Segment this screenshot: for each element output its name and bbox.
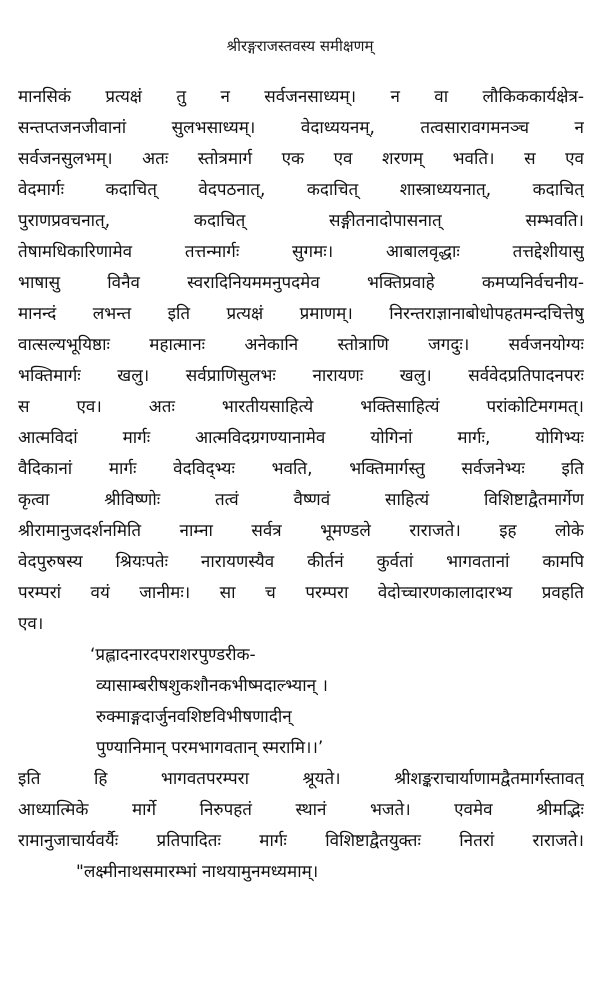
text-line: वेदपुरुषस्य श्रियःपतेः नारायणस्यैव कीर्तनं कुर्वतां भागवतानां कामपि [18,552,584,572]
text-line: श्रीरामानुजदर्शनमिति नाम्ना सर्वत्र भूमण्डले राराजते। इह लोके [18,521,584,541]
verse-line: व्यासाम्बरीषशुकशौनकभीष्मदाल्भ्यान् । [96,676,328,696]
text-line: एव। [18,614,44,634]
text-line: वैदिकानां मार्गः वेदविद्भ्यः भवति, भक्तिमार्गस्तु सर्वजनेभ्यः इति [18,459,584,479]
text-line: पुराणप्रवचनात्, कदाचित् सङ्गीतनादोपासनात् सम्भवति। [18,211,584,231]
verse-block [18,640,584,764]
text-line: सर्वजनसुलभम्। अतः स्तोत्रमार्ग एक एव शरणम् भवति। स एव [18,149,584,169]
body-text [18,82,584,888]
text-line: मानसिकं प्रत्यक्षं तु न सर्वजनसाध्यम्। न वा लौकिककार्यक्षेत्र- [18,87,584,107]
verse-line: पुण्यानिमान् परमभागवतान् स्मरामि।।’ [96,738,324,758]
text-line: वेदमार्गः कदाचित् वेदपठनात्, कदाचित् शास्त्राध्ययनात्, कदाचित् [18,180,584,200]
page-header: श्रीरङ्गराजस्तवस्य समीक्षणम् [226,37,374,55]
verse-line: रुक्माङ्गदार्जुनवशिष्टविभीषणादीन् [96,707,292,727]
text-line: आध्यात्मिके मार्गे निरुपहतं स्थानं भजते। एवमेव श्रीमद्भिः [18,800,584,820]
text-line: मानन्दं लभन्त इति प्रत्यक्षं प्रमाणम्। निरन्तराज्ञानाबोधोपहतमन्दचित्तेषु [18,304,584,324]
text-line: भक्तिमार्गः खलु। सर्वप्राणिसुलभः नारायणः खलु। सर्ववेदप्रतिपादनपरः [18,366,584,386]
text-line: आत्मविदां मार्गः आत्मविदग्रगण्यानामेव योगिनां मार्गः, योगिभ्यः [18,428,584,448]
text-line: रामानुजाचार्यवर्यैः प्रतिपादितः मार्गः विशिष्टाद्वैतयुक्तः नितरां राराजते। [18,831,584,851]
text-line: तेषामधिकारिणामेव तत्तन्मार्गः सुगमः। आबालवृद्धाः तत्तद्देशीयासु [18,242,584,262]
text-line: "लक्ष्मीनाथसमारम्भां नाथयामुनमध्यमाम्। [76,862,319,882]
text-line: सन्तप्तजनजीवानां सुलभसाध्यम्। वेदाध्ययनम्, तत्वसारावगमनञ्च न [18,118,584,138]
text-line: इति हि भागवतपरम्परा श्रूयते। श्रीशङ्कराचार्याणामद्वैतमार्गस्तावत् [18,769,584,789]
text-line: कृत्वा श्रीविष्णोः तत्वं वैष्णवं साहित्यं विशिष्टाद्वैतमार्गेण [18,490,584,510]
text-line: भाषासु विनैव स्वरादिनियममनुपदमेव भक्तिप्रवाहे कमप्यनिर्वचनीय- [18,273,584,293]
text-line: स एव। अतः भारतीयसाहित्ये भक्तिसाहित्यं परांकोटिमगमत्। [18,397,584,417]
text-line: वात्सल्यभूयिष्ठाः महात्मानः अनेकानि स्तोत्राणि जगदुः। सर्वजनयोग्यः [18,335,584,355]
text-line: परम्परां वयं जानीमः। सा च परम्परा वेदोच्चारणकालादारभ्य प्रवहति [18,583,584,603]
verse-line: ‘प्रह्लादनारदपराशरपुण्डरीक- [90,645,256,665]
